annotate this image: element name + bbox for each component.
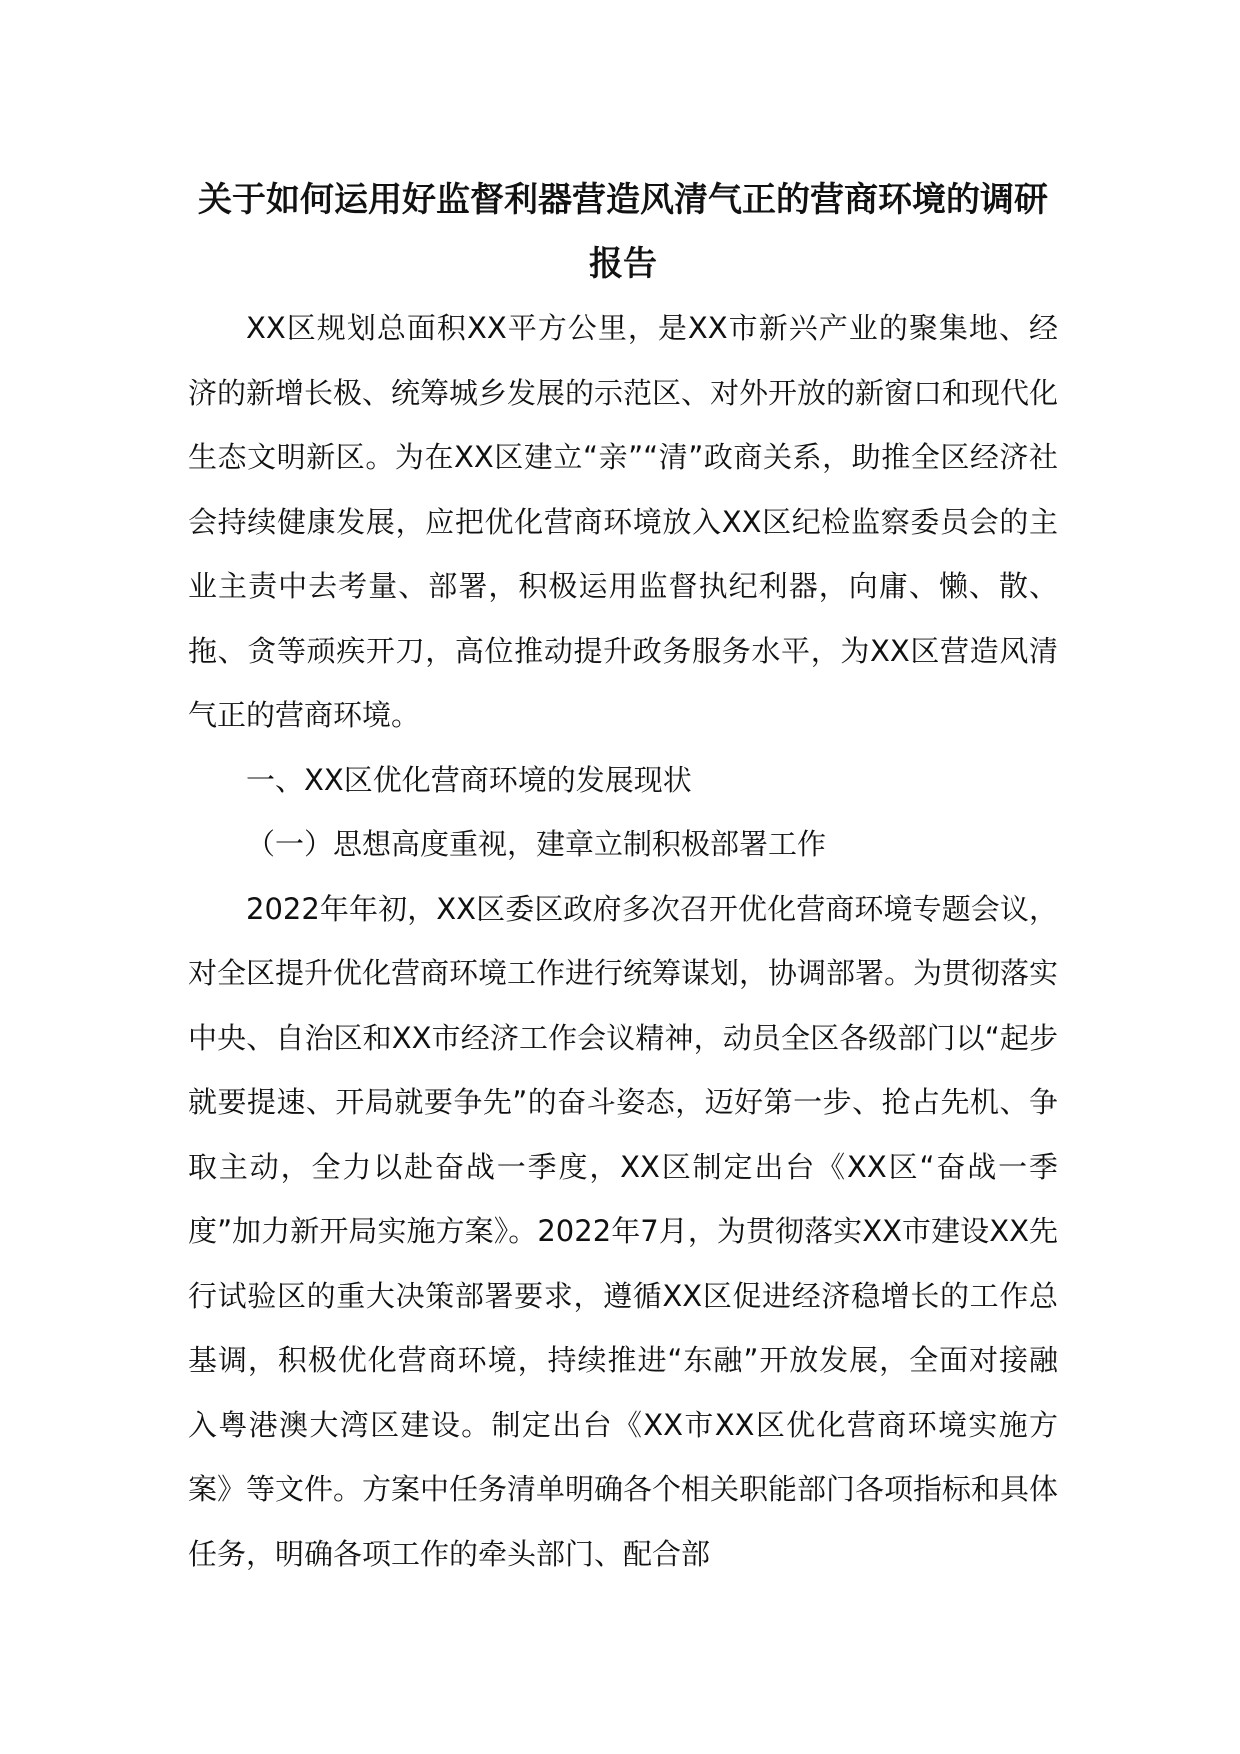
- document-title: [188, 168, 1058, 296]
- paragraph-2022-measures: 2022年年初，XX区委区政府多次召开优化营商环境专题会议，对全区提升优化营商环境工作进行统筹谋划，协调部署。为贯彻落实中央、自治区和XX市经济工作会议精神，动员全区各级部门以“起步就要提速、开局就要争先”的奋斗姿态，迈好第一步、抢占先机、争取主动，全力以赴奋战一季度，XX区制定出台《XX区“奋战一季度”加力新开局实施方案》。2022年7月，为贯彻落实XX市建设XX先行试验区的重大决策部署要求，遵循XX区促进经济稳增长的工作总基调，积极优化营商环境，持续推进“东融”开放发展，全面对接融入粤港澳大湾区建设。制定出台《XX市XX区优化营商环境实施方案》等文件。方案中任务清单明确各个相关职能部门各项指标和具体任务，明确各项工作的牵头部门、配合部: [188, 891, 1059, 1571]
- title-line-2: 报告: [589, 244, 657, 284]
- section-heading-1: 一、XX区优化营商环境的发展现状: [246, 762, 692, 797]
- document-body: [188, 296, 1058, 1586]
- subsection-heading-1: （一）思想高度重视，建章立制积极部署工作: [246, 827, 827, 861]
- document-page: [188, 168, 1058, 1586]
- title-line-1: 关于如何运用好监督利器营造风清气正的营商环境的调研: [198, 180, 1048, 220]
- paragraph-intro: XX区规划总面积XX平方公里，是XX市新兴产业的聚集地、经济的新增长极、统筹城乡发展的示范区、对外开放的新窗口和现代化生态文明新区。为在XX区建立“亲”“清”政商关系，助推全区经济社会持续健康发展，应把优化营商环境放入XX区纪检监察委员会的主业主责中去考量、部署，积极运用监督执纪利器，向庸、懒、散、拖、贪等顽疾开刀，高位推动提升政务服务水平，为XX区营造风清气正的营商环境。: [188, 311, 1059, 732]
